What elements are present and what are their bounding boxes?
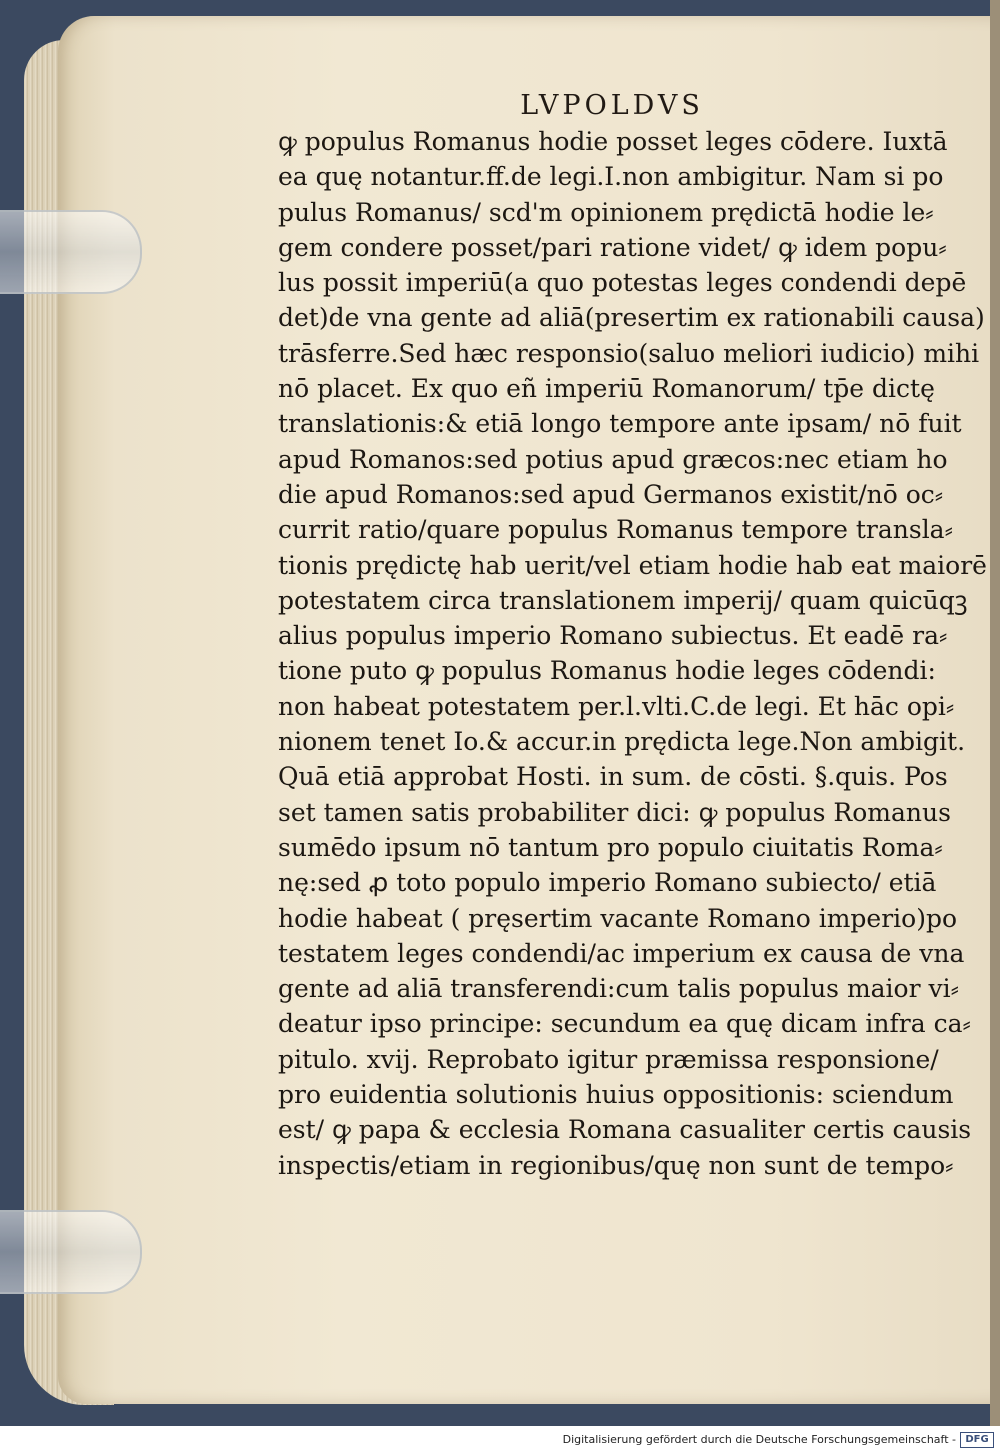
text-line: currit ratio/quare populus Romanus tempore transla⸗ bbox=[278, 515, 953, 545]
page-clip-top bbox=[0, 210, 142, 294]
page-clip-bottom bbox=[0, 1210, 142, 1294]
text-line: tione puto ꝙ populus Romanus hodie leges cōdendi: bbox=[278, 656, 936, 686]
text-line: nionem tenet Io.& accur.in prędicta lege.Non ambigit. bbox=[278, 727, 966, 757]
text-lines bbox=[278, 124, 987, 1183]
text-block bbox=[278, 88, 987, 1183]
text-line: pitulo. xvij. Reprobato igitur præmissa responsione/ bbox=[278, 1044, 939, 1074]
running-head: LVPOLDVS bbox=[520, 90, 704, 121]
text-line: hodie habeat ( pręsertim vacante Romano imperio)po bbox=[278, 903, 958, 933]
text-line: die apud Romanos:sed apud Germanos existit/nō oc⸗ bbox=[278, 479, 944, 509]
text-line: tionis prędictę hab uerit/vel etiam hodie hab eat maiorē bbox=[278, 550, 987, 580]
text-line: gente ad aliā transferendi:cum talis populus maior vi⸗ bbox=[278, 974, 959, 1004]
footer-bar bbox=[0, 1426, 1000, 1453]
text-line: gem condere posset/pari ratione videt/ ꝙ idem popu⸗ bbox=[278, 232, 947, 262]
text-line: est/ ꝙ papa & ecclesia Romana casualiter certis causis bbox=[278, 1115, 972, 1145]
text-line: ea quę notantur.ff.de legi.I.non ambigitur. Nam si po bbox=[278, 162, 944, 192]
text-line: trāsferre.Sed hæc responsio(saluo meliori iudicio) mihi bbox=[278, 338, 980, 368]
text-line: nę:sed ꝓ toto populo imperio Romano subiecto/ etiā bbox=[278, 868, 937, 898]
digitization-note: Digitalisierung gefördert durch die Deutsche Forschungsgemeinschaft - bbox=[562, 1433, 956, 1446]
dfg-logo[interactable]: DFG bbox=[960, 1432, 994, 1448]
text-line: translationis:& etiā longo tempore ante ipsam/ nō fuit bbox=[278, 409, 962, 439]
text-line: lus possit imperiū(a quo potestas leges condendi depē bbox=[278, 268, 967, 298]
text-line: pulus Romanus/ scd'm opinionem prędictā hodie le⸗ bbox=[278, 197, 934, 227]
text-line: Quā etiā approbat Hosti. in sum. de cōsti. §.quis. Pos bbox=[278, 762, 948, 792]
text-line: inspectis/etiam in regionibus/quę non sunt de tempo⸗ bbox=[278, 1150, 954, 1180]
text-line: sumēdo ipsum nō tantum pro populo ciuitatis Roma⸗ bbox=[278, 832, 943, 862]
text-line: alius populus imperio Romano subiectus. Et eadē ra⸗ bbox=[278, 621, 948, 651]
text-line: pro euidentia solutionis huius oppositionis: sciendum bbox=[278, 1080, 954, 1110]
text-line: set tamen satis probabiliter dici: ꝙ populus Romanus bbox=[278, 797, 951, 827]
text-line: nō placet. Ex quo eñ imperiū Romanorum/ tp̄e dictę bbox=[278, 374, 935, 404]
text-line: testatem leges condendi/ac imperium ex causa de vna bbox=[278, 938, 965, 968]
text-line: deatur ipso principe: secundum ea quę dicam infra ca⸗ bbox=[278, 1009, 971, 1039]
text-line: ꝙ populus Romanus hodie posset leges cōdere. Iuxtā bbox=[278, 127, 948, 156]
text-line: det)de vna gente ad aliā(presertim ex rationabili causa) bbox=[278, 303, 985, 333]
text-line: apud Romanos:sed potius apud græcos:nec etiam ho bbox=[278, 444, 948, 474]
page-gutter-edge bbox=[990, 0, 1000, 1426]
text-line: non habeat potestatem per.l.vlti.C.de legi. Et hāc opi⸗ bbox=[278, 691, 955, 721]
text-line: potestatem circa translationem imperij/ quam quicūqꝫ bbox=[278, 585, 968, 615]
